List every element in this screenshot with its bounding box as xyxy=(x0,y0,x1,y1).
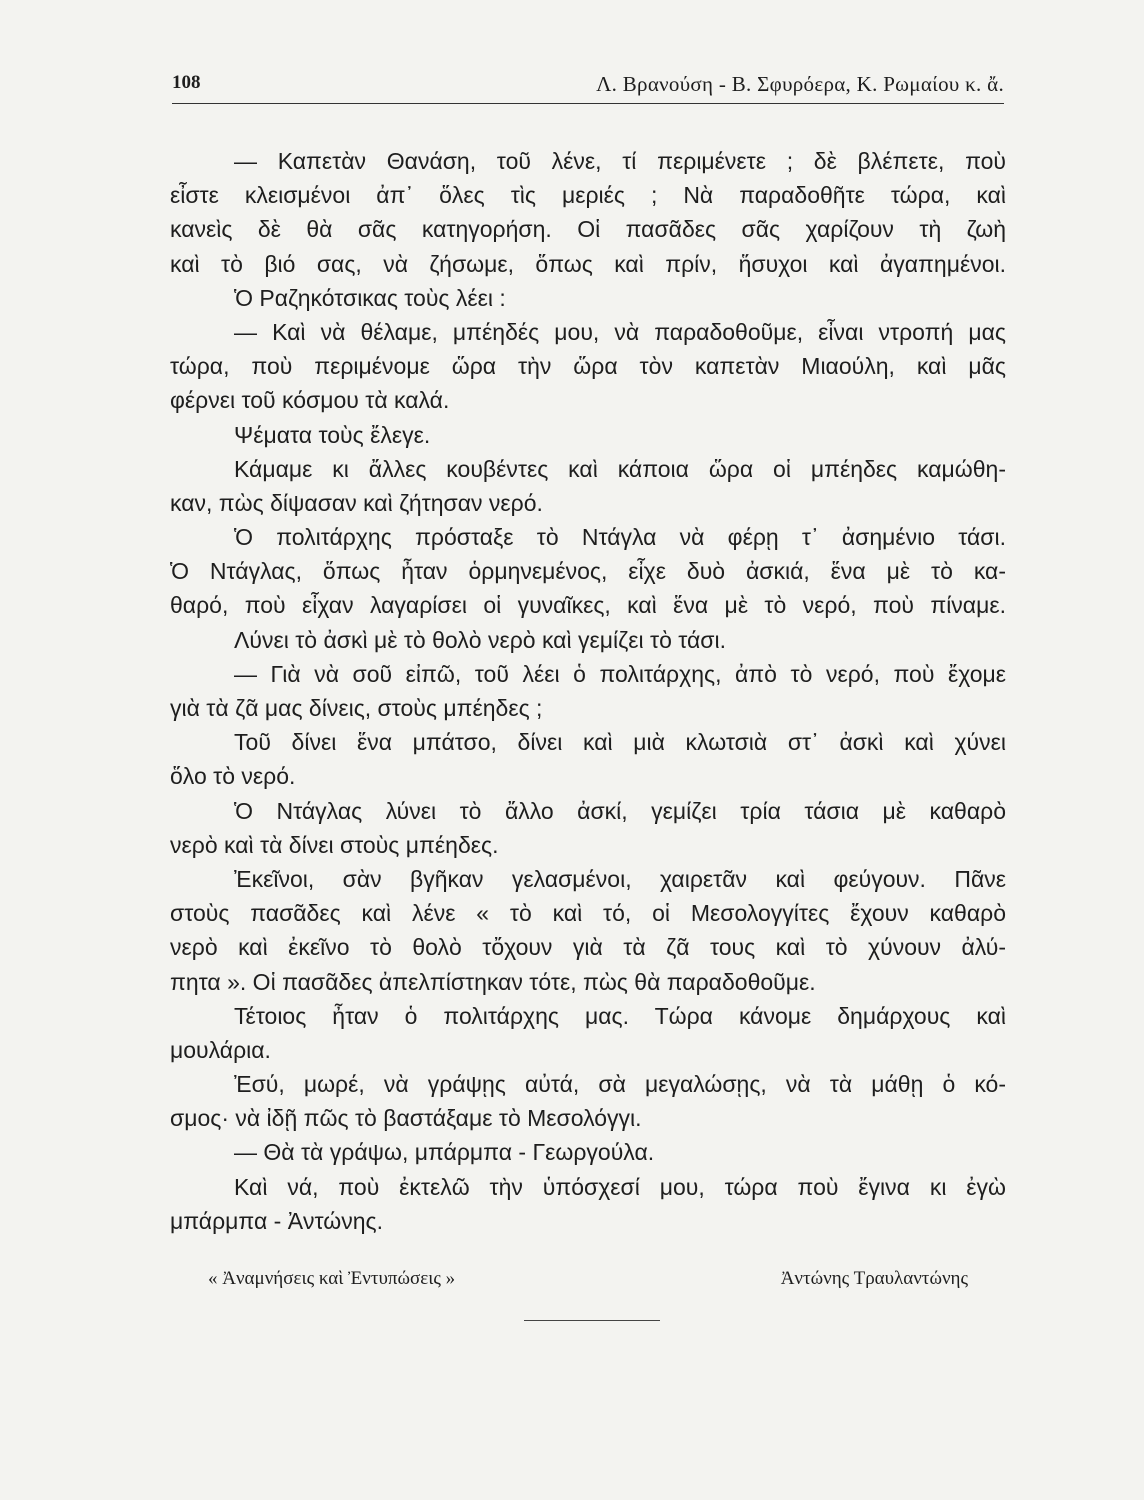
running-title: Λ. Βρανούση - Β. Σφυρόερα, Κ. Ρωμαίου κ. ἄ. xyxy=(596,72,1004,96)
text-line: Ὁ Ντάγλας, ὅπως ἦταν ὁρμηνεμένος, εἶχε δυὸ ἀσκιά, ἕνα μὲ τὸ κα- xyxy=(170,558,1006,585)
text-line: κανεὶς δὲ θὰ σᾶς κατηγορήση. Οἱ πασᾶδες σᾶς χαρίζουν τὴ ζωὴ xyxy=(170,216,1006,243)
text-line: Ὁ Ραζηκότσικας τοὺς λέει : xyxy=(234,284,506,311)
text-line: στοὺς πασᾶδες καὶ λένε « τὸ καὶ τό, οἱ Μεσολογγίτες ἔχουν καθαρὸ xyxy=(170,900,1006,927)
text-line: ὅλο τὸ νερό. xyxy=(170,763,296,790)
text-line: Τοῦ δίνει ἕνα μπάτσο, δίνει καὶ μιὰ κλωτσιὰ στ᾿ ἀσκὶ καὶ χύνει xyxy=(234,729,1006,756)
text-line: — Καὶ νὰ θέλαμε, μπέηδές μου, νὰ παραδοθοῦμε, εἶναι ντροπή μας xyxy=(234,318,1006,345)
text-line: νερὸ καὶ ἐκεῖνο τὸ θολὸ τὄχουν γιὰ τὰ ζᾶ τους καὶ τὸ χύνουν ἀλύ- xyxy=(170,934,1006,961)
text-line: Καὶ νά, ποὺ ἐκτελῶ τὴν ὑπόσχεσί μου, τώρα ποὺ ἔγινα κι ἐγὼ xyxy=(234,1173,1006,1200)
text-line: — Γιὰ νὰ σοῦ εἰπῶ, τοῦ λέει ὁ πολιτάρχης, ἀπὸ τὸ νερό, ποὺ ἔχομε xyxy=(234,660,1006,687)
text-line: εἶστε κλεισμένοι ἀπ᾿ ὅλες τὶς μεριές ; Νὰ παραδοθῆτε τώρα, καὶ xyxy=(170,182,1006,209)
text-line: — Θὰ τὰ γράψω, μπάρμπα - Γεωργούλα. xyxy=(234,1139,655,1166)
text-line: πητα ». Οἱ πασᾶδες ἀπελπίστηκαν τότε, πὼς θὰ παραδοθοῦμε. xyxy=(170,968,816,995)
text-line: τώρα, ποὺ περιμένομε ὥρα τὴν ὥρα τὸν καπετὰν Μιαούλη, καὶ μᾶς xyxy=(170,353,1006,380)
source-title: « Ἀναμνήσεις καὶ Ἐντυπώσεις » xyxy=(208,1268,456,1289)
text-line: θαρό, ποὺ εἶχαν λαγαρίσει οἱ γυναῖκες, καὶ ἕνα μὲ τὸ νερό, ποὺ πίναμε. xyxy=(170,592,1006,619)
text-line: — Καπετὰν Θανάση, τοῦ λένε, τί περιμένετε ; δὲ βλέπετε, ποὺ xyxy=(234,148,1006,174)
text-line: Ἐκεῖνοι, σὰν βγῆκαν γελασμένοι, χαιρετᾶν καὶ φεύγουν. Πᾶνε xyxy=(234,865,1006,892)
text-line: Ψέματα τοὺς ἔλεγε. xyxy=(234,421,431,448)
text-line: φέρνει τοῦ κόσμου τὰ καλά. xyxy=(170,387,450,414)
text-line: Ὁ Ντάγλας λύνει τὸ ἄλλο ἀσκί, γεμίζει τρία τάσια μὲ καθαρὸ xyxy=(234,797,1006,824)
text-line: σμος· νὰ ἰδῇ πῶς τὸ βαστάξαμε τὸ Μεσολόγγι. xyxy=(170,1105,642,1132)
running-head xyxy=(172,72,1004,102)
text-line: Λύνει τὸ ἀσκὶ μὲ τὸ θολὸ νερὸ καὶ γεμίζει τὸ τάσι. xyxy=(234,626,727,653)
text-line: νερὸ καὶ τὰ δίνει στοὺς μπέηδες. xyxy=(170,831,499,858)
text-line: γιὰ τὰ ζᾶ μας δίνεις, στοὺς μπέηδες ; xyxy=(170,695,543,721)
end-rule xyxy=(524,1320,660,1321)
text-line: καν, πὼς δίψασαν καὶ ζήτησαν νερό. xyxy=(170,489,543,516)
text-line: καὶ τὸ βιό σας, νὰ ζήσωμε, ὅπως καὶ πρίν, ἥσυχοι καὶ ἀγαπημένοι. xyxy=(170,250,1006,277)
header-rule xyxy=(172,103,1004,104)
text-line: Ἐσύ, μωρέ, νὰ γράψῃς αὐτά, σὰ μεγαλώσῃς, νὰ τὰ μάθῃ ὁ κό- xyxy=(234,1071,1006,1098)
text-line: μουλάρια. xyxy=(170,1036,271,1063)
source-citation xyxy=(208,1268,968,1296)
body-text xyxy=(170,144,1006,1238)
text-line: Ὁ πολιτάρχης πρόσταξε τὸ Ντάγλα νὰ φέρῃ τ᾿ ἀσημένιο τάσι. xyxy=(234,524,1006,551)
text-line: Τέτοιος ἦταν ὁ πολιτάρχης μας. Τώρα κάνομε δημάρχους καὶ xyxy=(234,1002,1006,1029)
text-line: μπάρμπα - Ἀντώνης. xyxy=(170,1207,384,1234)
source-author: Ἀντώνης Τραυλαντώνης xyxy=(780,1268,968,1289)
page-number: 108 xyxy=(172,72,201,93)
text-line: Κάμαμε κι ἄλλες κουβέντες καὶ κάποια ὥρα οἱ μπέηδες καμώθη- xyxy=(234,455,1006,482)
